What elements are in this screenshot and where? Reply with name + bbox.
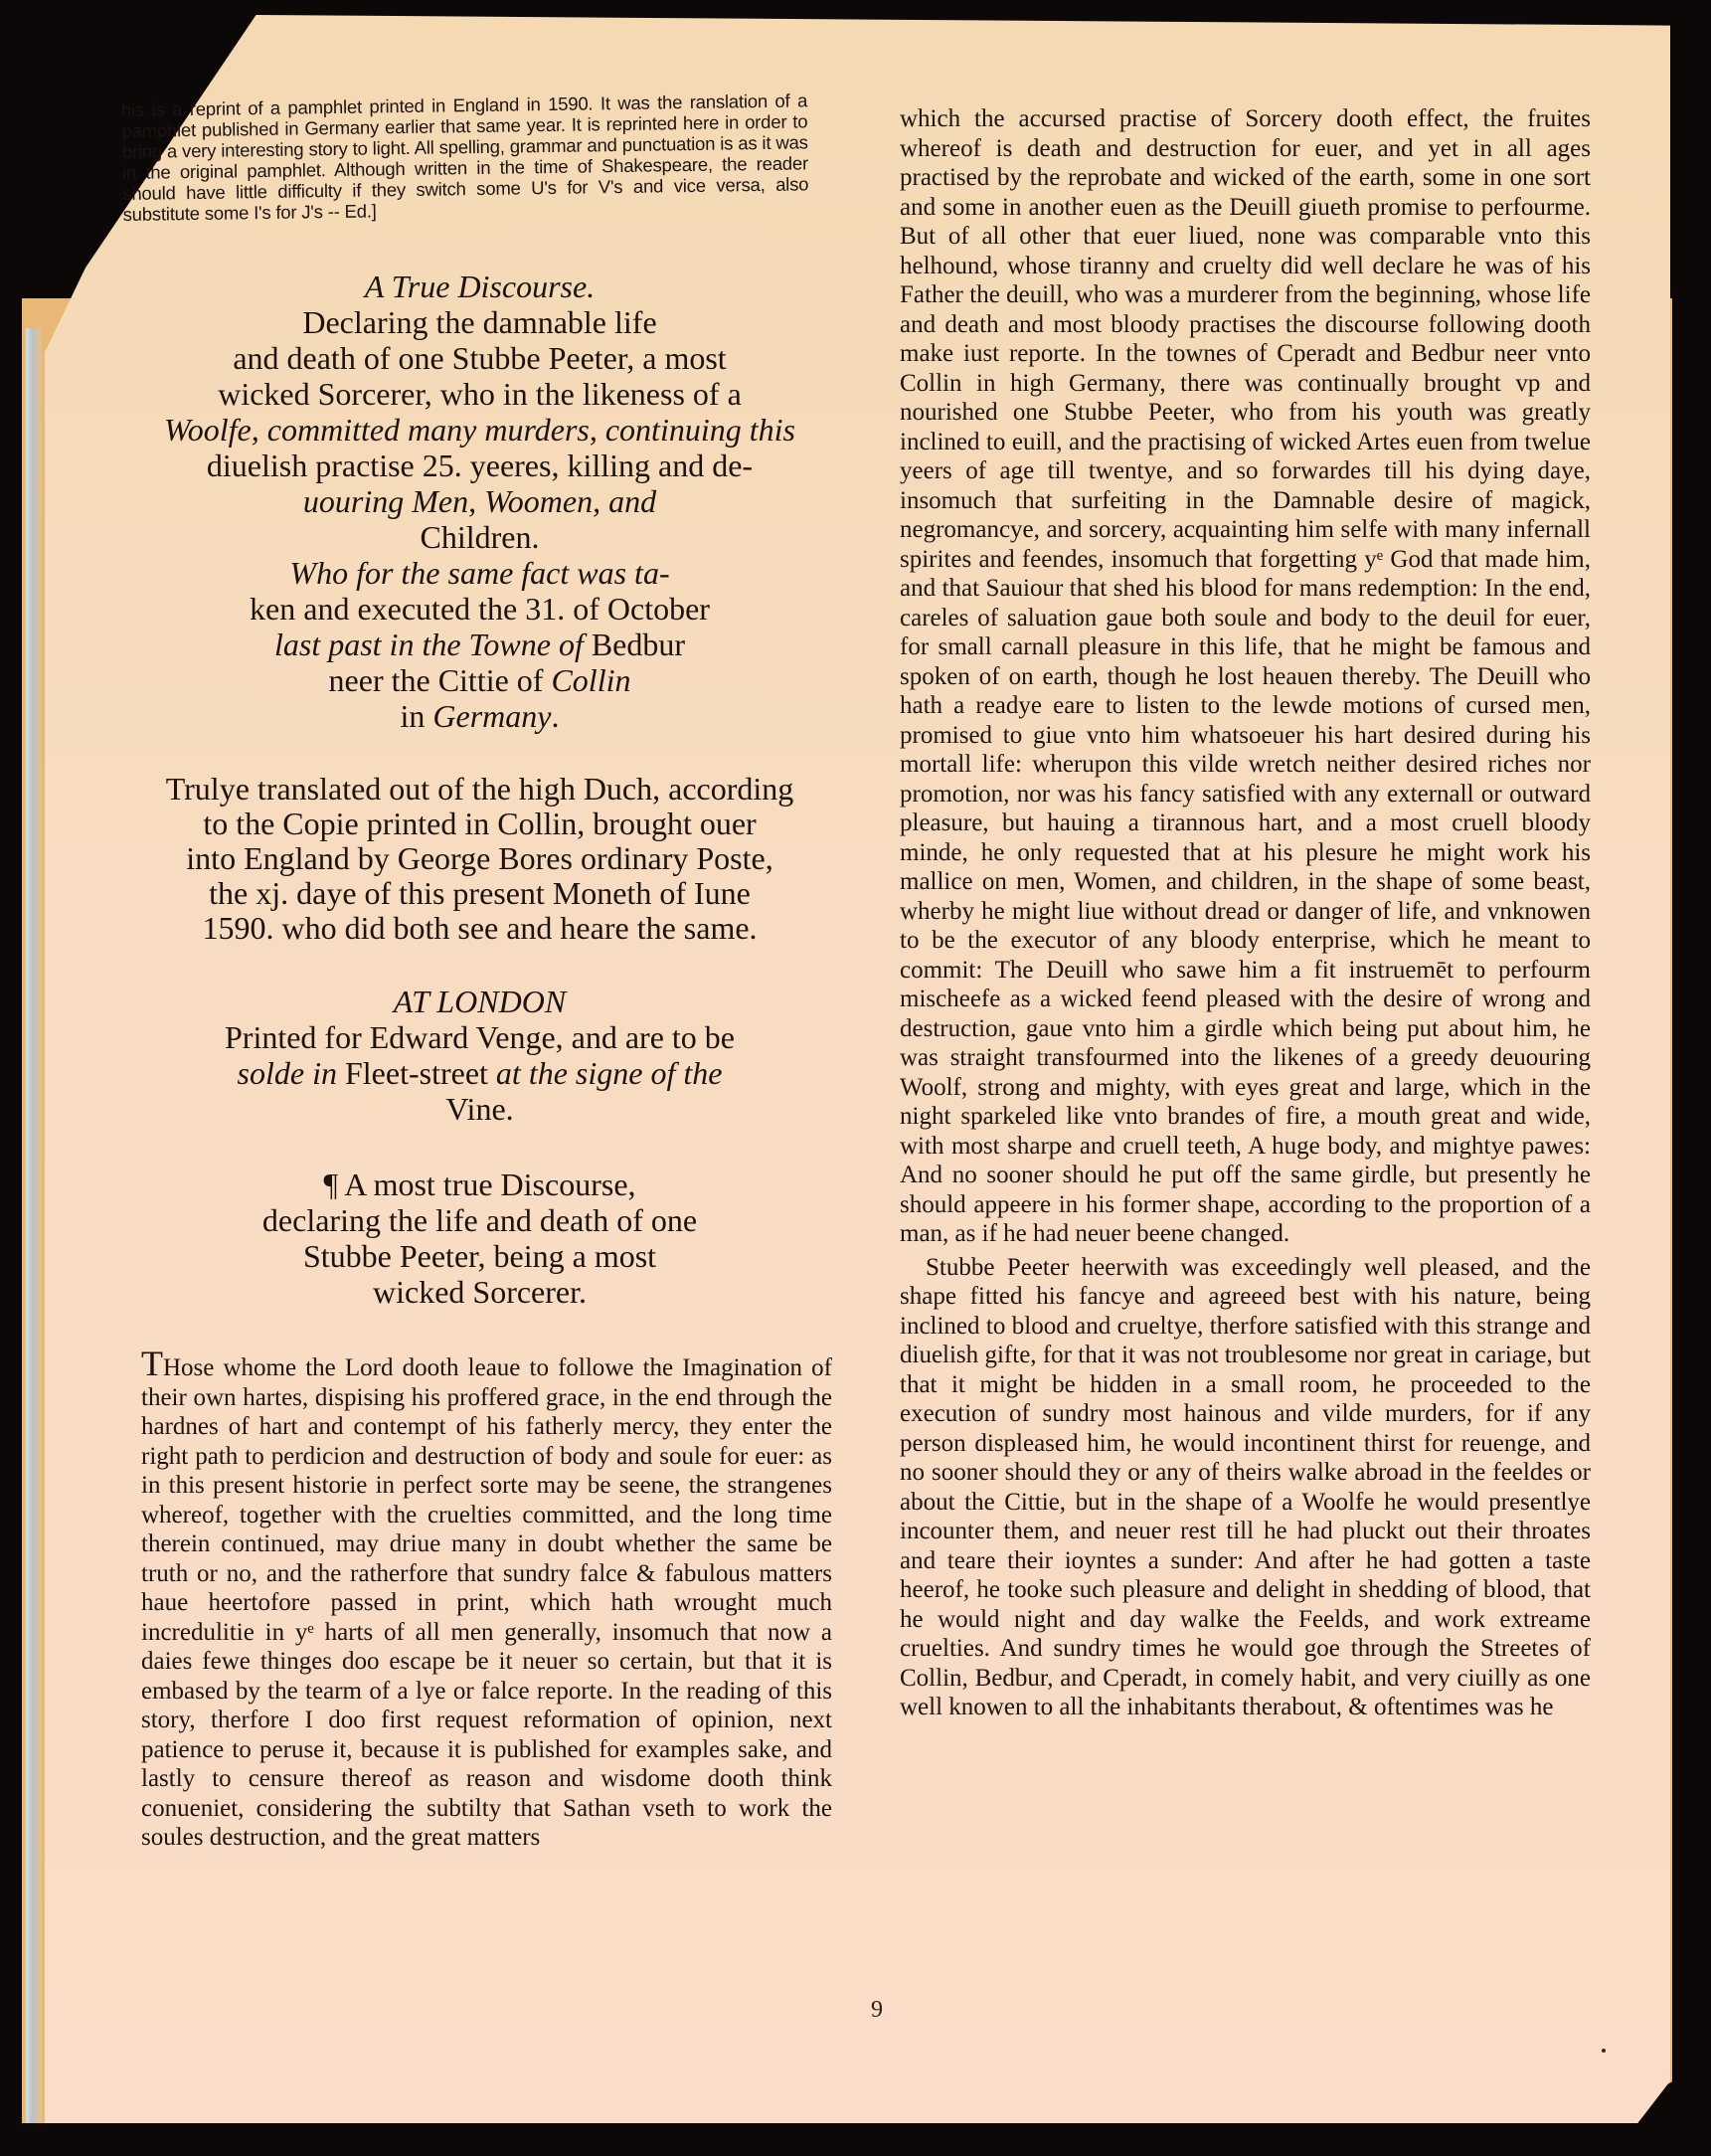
title-line: [119, 269, 840, 304]
title-text: Who for the same fact was ta-: [289, 555, 670, 591]
heading-line: Stubbe Peeter, being a most: [302, 1238, 657, 1274]
imprint-text: at the signe of the: [495, 1055, 723, 1091]
imprint-sign: Vine.: [445, 1091, 514, 1127]
title-text: last past in the Towne of: [273, 627, 592, 662]
title-text: diuelish practise 25. yeeres, killing and de-: [206, 448, 754, 483]
paper-speck: [1602, 2049, 1606, 2053]
title-text: wicked Sorcerer, who in the likeness of a: [218, 376, 742, 412]
translation-line: to the Copie printed in Collin, brought ouer: [203, 806, 757, 841]
title-text: Collin: [551, 662, 631, 698]
title-line: [119, 412, 840, 448]
title-line: [119, 555, 840, 591]
right-column: [900, 104, 1591, 1722]
body-paragraph: Stubbe Peeter heerwith was exceedingly well pleased, and the shape fitted his fancye and agreeed best with his nature, being inclined to blood and crueltye, therfore satisfied with this strange and diuelish gifte, for that it was not troublesome nor great in cariage, but that it might be hidden in a small room, he proceeded to the execution of sundry most hainous and vilde murders, for if any person displeased him, he would incontinent thirst for reuenge, and no sooner should they or any of theirs walke abroad in the feeldes or about the Cittie, but in the shape of a Woolfe he would presentlye incounter them, and neuer rest till he had pluckt out their throates and teare their ioyntes a sunder: And after he had gotten a taste heerof, he tooke such pleasure and delight in shedding of blood, that he would night and day walke the Feelds, and work extreame cruelties. And sundry times he would goe through the Streetes of Collin, Bedbur, and Cperadt, in comely habit, and very ciuilly as one well knowen to all the inhabitants therabout, & oftentimes was he: [900, 1253, 1591, 1720]
left-body-text: [141, 1344, 832, 1853]
page-number: 9: [871, 1997, 883, 2023]
heading-line: wicked Sorcerer.: [372, 1274, 587, 1310]
title-line: [119, 448, 840, 483]
imprint-text: solde in: [237, 1055, 345, 1091]
body-paragraph: Hose whome the Lord dooth leaue to followe the Imagination of their own hartes, dispising his proffered grace, in the end through the hardnes of hart and contempt of his fatherly mercy, they enter the right path to perdicion and destruction of body and soule for euer: as in this present historie in perfect sorte may be seene, the strangenes whereof, together with the cruelties committed, and the long time therein continued, may driue many in doubt whether the same be truth or no, and the ratherfore that sundry falce & fabulous matters haue heertofore passed in print, which hath wrought much incredulitie in yᵉ harts of all men generally, insomuch that now a daies fewe thinges doo escape be it neuer so certain, but that it is embased by the tearm of a lye or falce reporte. In the reading of this story, therfore I doo first request reformation of opinion, next patience to peruse it, because it is published for examples sake, and lastly to censure thereof as reason and wisdome dooth think conueniet, considering the subtilty that Sathan vseth to work the soules destruction, and the great matters: [141, 1354, 832, 1851]
translation-note: [119, 772, 840, 946]
imprint-place: AT LONDON: [393, 984, 567, 1019]
imprint-text: Fleet-street: [344, 1055, 496, 1091]
title-line: [119, 304, 840, 340]
imprint-location: [119, 1055, 840, 1091]
translation-line: into England by George Bores ordinary Poste,: [186, 840, 773, 876]
title-text: Bedbur: [591, 627, 686, 662]
title-text: Germany: [432, 698, 552, 734]
page-stack-edge: [26, 328, 42, 2156]
title-line: [119, 483, 840, 519]
translation-line: Trulye translated out of the high Duch, according: [165, 771, 794, 807]
heading-line: ¶ A most true Discourse,: [323, 1167, 636, 1202]
title-text: .: [551, 698, 560, 734]
title-line: [119, 376, 840, 412]
title-text: uouring Men, Woomen, and: [302, 483, 657, 519]
drop-cap: T: [141, 1344, 163, 1383]
left-column: [119, 90, 840, 1878]
translation-line: the xj. daye of this present Moneth of Iune: [209, 875, 751, 911]
title-text: Woolfe, committed many murders, continuing this: [164, 412, 795, 448]
imprint: [119, 984, 840, 1127]
title-text: ken and executed the 31. of October: [250, 591, 710, 627]
title-text: Children.: [420, 519, 540, 555]
title-text: and death of one Stubbe Peeter, a most: [233, 340, 727, 376]
title-text: A True Discourse.: [364, 269, 596, 304]
title-line: [119, 627, 840, 662]
imprint-printer: Printed for Edward Venge, and are to be: [224, 1019, 735, 1055]
title-text: neer the Cittie of: [328, 662, 552, 698]
background-shadow: [0, 2123, 1711, 2156]
body-paragraph: which the accursed practise of Sorcery dooth effect, the fruites whereof is death and destruction for euer, and yet in all ages practised by the reprobate and wicked of the earth, some in one sort and some in another euen as the Deuill giueth promise to perfourme. But of all other that euer liued, none was comparable vnto this helhound, whose tiranny and cruelty did well declare he was of his Father the deuill, who was a murderer from the beginning, whose life and death and most bloody practises the discourse following dooth make iust reporte. In the townes of Cperadt and Bedbur neer vnto Collin in high Germany, there was continually brought vp and nourished one Stubbe Peeter, who from his youth was greatly inclined to euill, and the practising of wicked Artes euen from twelue yeers of age till twentye, and so forwardes till his dying daye, insomuch that surfeiting in the Damnable desire of magick, negromancye, and sorcery, acquainting him selfe with many infernall spirites and feendes, insomuch that forgetting yᵉ God that made him, and that Sauiour that shed his blood for mans redemption: In the end, careles of saluation gaue both soule and body to the deuil for euer, for small carnall pleasure in this life, that he might be famous and spoken of on earth, though he lost heauen thereby. The Deuill who hath a readye eare to listen to the lewde motions of cursed men, promised to giue vnto him whatsoeuer his hart desired during his mortall life: wherupon this vilde wretch neither desired riches nor promotion, nor was his fancy satisfied with any externall or outward pleasure, but hauing a tirannous hart, and a most cruell bloody minde, he only requested that at his plesure he might work his mallice on men, Women, and children, in the shape of some beast, wherby he might liue without dread or danger of life, and vnknowen to be the executor of any bloody enterprise, which he meant to commit: The Deuill who sawe him a fit instruemēt to perfourm mischeefe as a wicked feend pleased with the desire of wrong and destruction, gaue vnto him a girdle which being put about him, he was straight transfourmed into the likenes of a greedy deuouring Woolf, strong and mighty, with eyes great and large, which in the night sparkeled like vnto brandes of fire, a mouth great and wide, with most sharpe and cruell teeth, A huge body, and mightye pawes: And no sooner should he put off the same girdle, but presently he should appeere in his former shape, according to the proportion of a man, as if he had neuer beene changed.: [900, 105, 1591, 1247]
discourse-heading: [119, 1167, 840, 1310]
title-block: [119, 269, 840, 734]
translation-line: 1590. who did both see and heare the same.: [202, 910, 758, 946]
title-line: [119, 340, 840, 376]
editor-note: his is a reprint of a pamphlet printed in England in 1590. It was the ranslation of a pamphlet published in Germany earlier that same year. It is reprinted here in order to bring a very interesting story to light. All spelling, grammar and punctuation is as it was in the original pamphlet. Although written in the time of Shakespeare, the reader should have little difficulty if they switch some U's for V's and vice versa, also substitute some I's for J's -- Ed.]: [121, 90, 809, 225]
heading-line: declaring the life and death of one: [261, 1202, 698, 1238]
title-line: [119, 519, 840, 555]
title-line: [119, 662, 840, 698]
title-line: [119, 591, 840, 627]
title-line: [119, 698, 840, 734]
title-text: in: [400, 698, 433, 734]
title-text: Declaring the damnable life: [302, 304, 657, 340]
